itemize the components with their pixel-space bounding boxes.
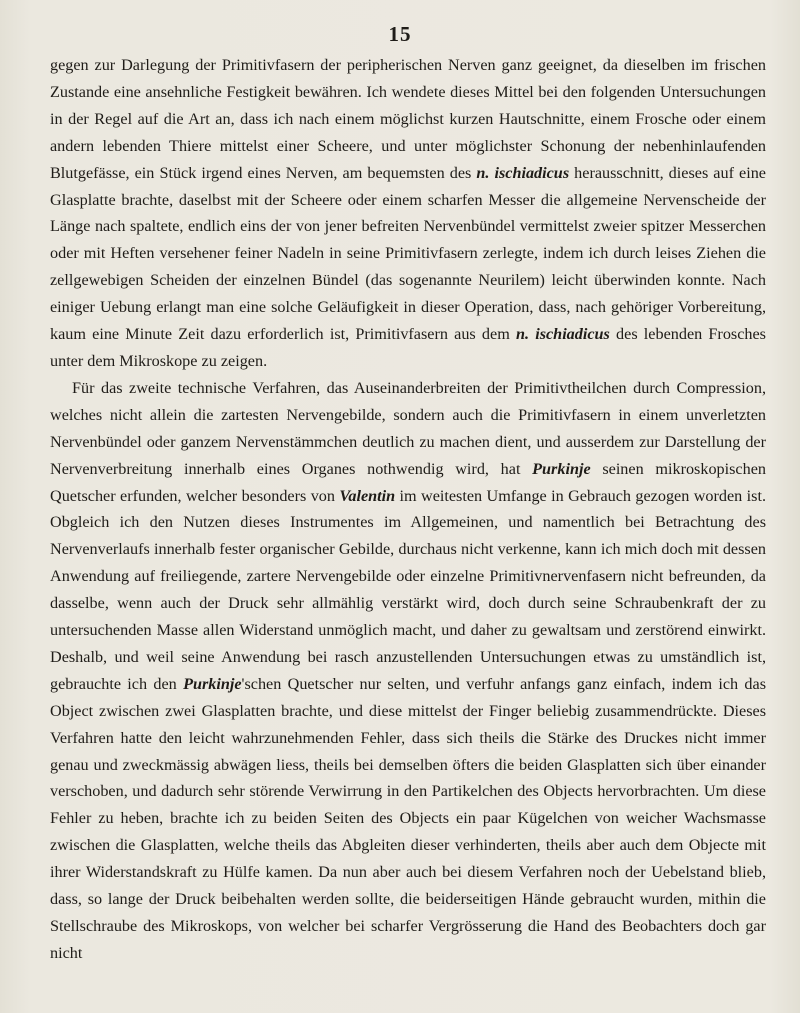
text-segment: gegen zur Darlegung der Primitivfasern der peripherischen Nerven ganz geeignet, da dieselben im frischen Zustande eine ansehnliche Festigkeit bewähren. Ich wendete dieses Mittel bei den folgenden Untersuchungen in der Regel auf die Art an, dass ich nach einem möglichst kurzen Hautschnitte, einem Frosche oder einem andern lebenden Thiere mittelst einer Scheere, und unter möglichster Schonung der nebenhinlaufenden Blutgefässe, ein Stück irgend eines Nerven, am bequemsten des [50,56,766,182]
text-segment: herausschnitt, dieses auf eine Glasplatte brachte, daselbst mit der Scheere oder einem scharfen Messer die allgemeine Nervenscheide der Länge nach spaltete, endlich eins der von jener befreiten Nervenbündel vermittelst zweier spitzer Messerchen oder mit Heften versehener feiner Nadeln in seine Primitivfasern zerlegte, indem ich durch leises Ziehen die zellgewebigen Scheiden der einzelnen Bündel (das sogenannte Neurilem) leicht überwinden konnte. Nach einiger Uebung erlangt man eine solche Geläufigkeit in dieser Operation, dass, nach gehöriger Vorbereitung, kaum eine Minute Zeit dazu erforderlich ist, Primitivfasern aus dem [50,163,766,344]
text-segment: 'schen Quetscher nur selten, und verfuhr anfangs ganz einfach, indem ich das Object zwischen zwei Glasplatten brachte, und diese mittelst der Finger beliebig zusammendrückte. Dieses Verfahren hatte den leicht wahrzunehmenden Fehler, dass sich theils die Stärke des Druckes nicht immer genau und zweckmässig abwägen liess, theils bei demselben öfters die beiden Glasplatten sich über einander verschoben, und dadurch sehr störende Verwirrung in den Partikelchen des Objects hervorbrachten. Um diese Fehler zu heben, brachte ich zu beiden Seiten des Objects ein paar Kügelchen von weicher Wachsmasse zwischen die Glasplatten, welche theils das Abgleiten dieser verhinderten, theils aber auch dem Objecte mit ihrer Widerstandskraft zu Hülfe kamen. Da nun aber auch bei diesem Verfahren noch der Uebelstand blieb, dass, so lange der Druck beibehalten werden sollte, die beiderseitigen Hände gebraucht wurden, mithin die Stellschraube des Mikroskops, von welcher bei scharfer Vergrösserung die Hand des Beobachters doch gar nicht [50,674,766,962]
paragraph-2 [50,375,766,967]
text-segment-emphasis: Purkinje [532,459,591,478]
page-number: 15 [388,22,412,46]
paragraph-1 [50,52,766,375]
text-segment: im weitesten Umfange in Gebrauch gezogen worden ist. Obgleich ich den Nutzen dieses Instrumentes im Allgemeinen, und namentlich bei Betrachtung des Nervenverlaufs innerhalb fester organischer Gebilde, durchaus nicht verkenne, kann ich mich doch mit dessen Anwendung auf freiliegende, zartere Nervengebilde oder einzelne Primitivnervenfasern nicht befreunden, da dasselbe, wenn auch der Druck sehr allmählig verstärkt wird, doch durch seine Schraubenkraft der zu untersuchenden Masse allen Widerstand unmöglich macht, und daher zu gewaltsam und zerstörend einwirkt. Deshalb, und weil seine Anwendung bei rasch anzustellenden Untersuchungen etwas zu umständlich ist, gebrauchte ich den [50,486,766,693]
text-segment: Für das zweite technische Verfahren, das Auseinanderbreiten der Primitivtheilchen durch Compression, welches nicht allein die zartesten Nervengebilde, sondern auch die Primitivfasern in einem unverletzten Nervenbündel oder ganzem Nervenstämmchen deutlich zu machen dient, und ausserdem zur Darstellung der Nervenverbreitung innerhalb eines Organes nothwendig wird, hat [50,378,766,478]
text-segment-emphasis: Valentin [339,486,396,505]
text-segment-emphasis: n. ischiadicus [476,163,570,182]
text-segment: des lebenden Frosches unter dem Mikroskope zu zeigen. [50,325,766,370]
text-segment-emphasis: n. ischiadicus [515,325,610,344]
text-segment-emphasis: Purkinje [183,674,242,693]
text-segment: seinen mikroskopischen Quetscher erfunden, welcher besonders von [50,459,766,505]
body-text [50,52,766,967]
